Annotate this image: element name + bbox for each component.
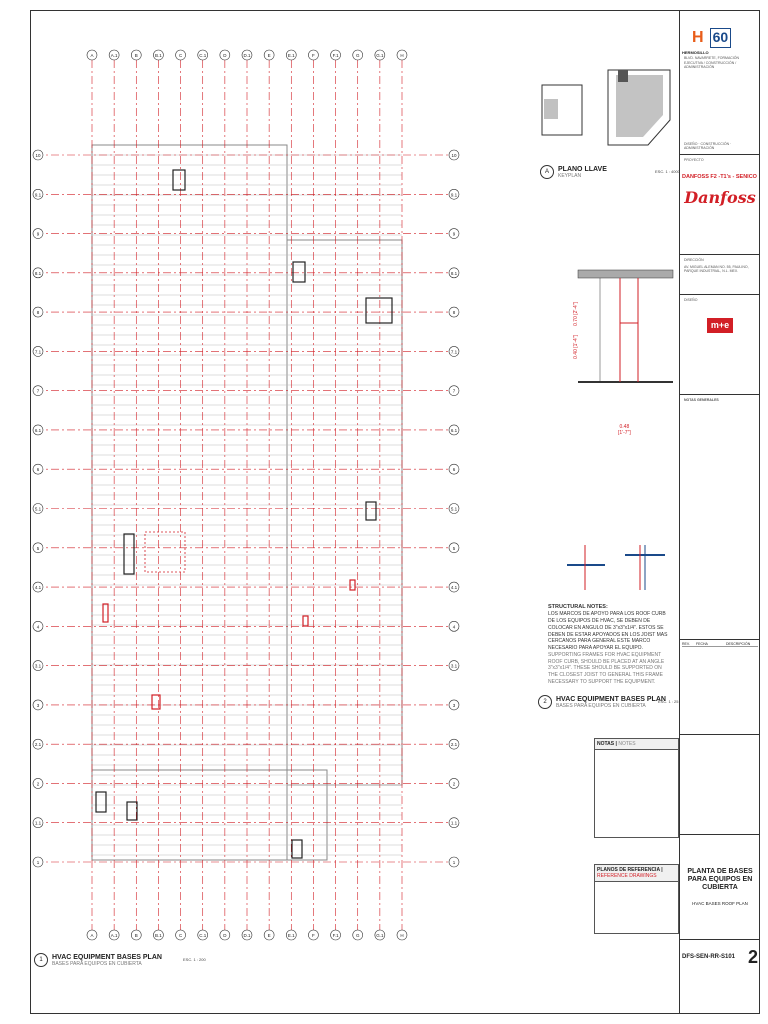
grid-row-label: 5.1	[34, 506, 42, 512]
title-block	[680, 10, 760, 1014]
grid-row-label: 10	[35, 153, 41, 158]
grid-column-label: H	[400, 933, 404, 938]
grid-row-label: 6	[452, 467, 456, 473]
grid-column-label: E	[267, 53, 271, 58]
sixty-logo-icon: 60	[710, 28, 732, 48]
detail-plan-scale: ESC. 1 : 25	[658, 699, 679, 704]
grid-row-label: 3	[452, 702, 456, 708]
grid-column-label: B.1	[155, 933, 162, 938]
equipment-outline-dashed	[145, 532, 185, 572]
grid-row-label: 1	[36, 860, 40, 865]
grid-column-label: E.1	[287, 933, 295, 938]
general-notes-title: NOTAS GENERALES	[684, 398, 719, 402]
detail-plan-title	[538, 695, 666, 709]
grid-row-label: 4	[452, 624, 456, 630]
detail-section-drawing	[570, 265, 680, 445]
roof-outline-left	[92, 145, 287, 860]
structural-notes-title: STRUCTURAL NOTES:	[548, 604, 608, 610]
grid-row-label: 8	[36, 310, 40, 316]
equipment-base-3	[366, 298, 392, 323]
grid-column-label: G	[355, 933, 360, 938]
grid-row-label: 9	[36, 231, 40, 237]
grid-row-label: 1	[452, 860, 456, 865]
reference-box-header: PLANOS DE REFERENCIA | REFERENCE DRAWINGS	[595, 865, 678, 882]
grid-rows	[33, 150, 460, 867]
grid-row-label: 9.1	[450, 192, 458, 198]
grid-row-label: 2	[36, 781, 40, 787]
hidden-equipment	[145, 532, 185, 572]
detail-plan-number: 2	[538, 695, 552, 709]
grid-row-label: 3.1	[450, 663, 458, 669]
grid-row-label: 2.1	[34, 742, 42, 748]
key-plan-number: A	[540, 165, 554, 179]
grid-column-label: G	[355, 53, 360, 58]
project-label: PROYECTO	[684, 158, 704, 162]
grid-column-label: E	[267, 933, 271, 938]
dimension-d3: 0.48 [1'-7"]	[618, 424, 631, 436]
grid-column-label: C.1	[199, 53, 207, 58]
grid-row-label: 7.1	[450, 349, 458, 355]
key-plan-name: PLANO LLAVE	[558, 165, 607, 173]
tb-sheet-title	[680, 835, 760, 940]
date-label: FECHA	[696, 642, 708, 646]
grid-row-label: 3	[36, 702, 40, 708]
sheet-title-es: PLANTA DE BASES PARA EQUIPOS EN CUBIERTA	[687, 867, 753, 892]
grid-row-label: 9	[452, 231, 456, 237]
grid-row-label: 8	[452, 310, 456, 316]
consultant-label: DISEÑO	[684, 298, 698, 302]
grid-row-label: 6	[36, 467, 40, 473]
equipment-base-5	[124, 534, 134, 574]
grid-column-label: B.1	[155, 53, 162, 58]
tb-project	[680, 155, 760, 255]
grid-row-label: 4.1	[34, 585, 42, 591]
grid-row-label: 2.1	[450, 742, 458, 748]
grid-row-label: 5.1	[450, 506, 458, 512]
main-plan-scale: ESC. 1 : 200	[183, 957, 206, 962]
dimension-d1: 0.70 [2'-4"]	[573, 302, 579, 326]
grid-row-label: 5	[452, 545, 456, 551]
grid-row-label: 7	[452, 388, 456, 394]
consultant-logo-icon: m+e	[707, 318, 733, 333]
direccion-label: DIRECCIÓN	[684, 258, 704, 262]
grid-column-label: F	[312, 933, 315, 938]
grid-row-label: 4	[36, 624, 40, 630]
grid-column-label: A	[90, 933, 94, 938]
key-plan-title	[540, 165, 607, 179]
tb-general-notes	[680, 395, 760, 640]
notes-box	[594, 738, 679, 838]
grid-row-label: 1.1	[450, 820, 458, 826]
dimension-d2: 0.40 [1'-4"]	[573, 335, 579, 359]
grid-column-label: F.1	[332, 933, 339, 938]
grid-column-label: H	[400, 53, 404, 58]
grid-column-label: B	[134, 53, 138, 58]
key-plan-scale: ESC. 1 : 4000	[655, 169, 680, 174]
equipment-base-11	[303, 616, 308, 626]
reference-drawings-box	[594, 864, 679, 934]
sheet-title-en: HVAC BASES ROOF PLAN	[692, 900, 748, 906]
grid-row-label: 3.1	[34, 663, 42, 669]
roof-outline-right	[287, 240, 402, 785]
notes-box-header: NOTAS | NOTES	[595, 739, 678, 750]
main-plan-subtitle: BASES PARA EQUIPOS EN CUBIERTA	[52, 960, 142, 967]
grid-column-label: B	[134, 933, 138, 938]
key-plan-drawing	[538, 65, 678, 155]
grid-row-label: 2	[452, 781, 456, 787]
connection-details-drawing	[565, 540, 675, 600]
equipment-base-4	[366, 502, 376, 520]
grid-row-label: 9.1	[34, 192, 42, 198]
project-name: DANFOSS F2 -T1's - SENICO	[682, 173, 757, 180]
grid-row-label: 10	[451, 153, 457, 158]
grid-column-label: D	[223, 53, 227, 58]
tb-company	[680, 10, 760, 155]
grid-column-label: G.1	[376, 53, 384, 58]
grid-row-label: 7.1	[34, 349, 42, 355]
grid-column-label: F	[312, 53, 315, 58]
grid-column-label: C	[178, 933, 183, 938]
grid-column-label: A	[90, 53, 94, 58]
grid-column-label: A.1	[110, 933, 118, 938]
company-tagline: DISEÑO · CONSTRUCCIÓN · ADMINISTRACIÓN	[684, 141, 732, 151]
main-plan-name: HVAC EQUIPMENT BASES PLAN	[52, 953, 162, 961]
equipment-base-9	[292, 840, 302, 858]
tb-revisions	[680, 640, 760, 735]
equipment-base-6	[152, 695, 160, 709]
structural-notes	[548, 604, 673, 686]
grid-row-label: 6.1	[450, 427, 458, 433]
sheet-revision: 2	[747, 947, 758, 967]
grid-column-label: G.1	[376, 933, 384, 938]
grid-column-label: C.1	[199, 933, 207, 938]
detail-plan-subtitle: BASES PARA EQUIPOS EN CUBIERTA	[556, 702, 646, 709]
grid-column-label: D	[223, 933, 227, 938]
main-plan-number: 1	[34, 953, 48, 967]
key-plan-subtitle: KEYPLAN	[558, 172, 582, 179]
structural-notes-es: LOS MARCOS DE APOYO PARA LOS ROOF CURB DE LOS EQUIPOS DE HVAC, SE DEBEN DE COLOCAR EN ANGULO DE 3"x3"x1/4". ESTOS SE DEBEN DE ESTAR APOYADOS EN LOS JOIST MAS CERCANOS PARA GENERAL ESTE MARCO NECESARIO PARA APOYAR EL EQUIPO.	[548, 611, 668, 652]
rev-label: REV.	[682, 642, 690, 646]
equipment-base-8	[127, 802, 137, 820]
company-name: HERMOSILLO	[682, 50, 709, 55]
equipment-base-1	[173, 170, 185, 190]
grid-row-label: 5	[36, 545, 40, 551]
tb-address	[680, 255, 760, 295]
grid-column-label: D.1	[243, 53, 251, 58]
main-plan-title	[34, 953, 162, 967]
grid-column-label: A.1	[110, 53, 118, 58]
grid-column-label: F.1	[332, 53, 339, 58]
tb-consultant	[680, 295, 760, 395]
grid-row-label: 8.1	[450, 270, 458, 276]
company-address: BLVD. NAVARRETE, FORMACIÓN EJECUTIVA / CONSTRUCCIÓN / ADMINISTRACIÓN	[684, 56, 740, 70]
grid-row-label: 6.1	[34, 427, 42, 433]
hvac-bases-plan-drawing	[30, 10, 680, 1014]
hermosillo-logo-icon: H	[692, 29, 704, 46]
grid-column-label: C	[178, 53, 183, 58]
direccion-value: AV. MIGUEL ALEMAN NO. 55, PAULINO, PARQUE INDUSTRIAL, N.L. MEX.	[684, 264, 749, 274]
tb-meta	[680, 735, 760, 835]
sheet-number: DFS-SEN-RR-S101	[682, 953, 736, 960]
description-label: DESCRIPCIÓN	[726, 642, 751, 646]
grid-column-label: E.1	[287, 53, 295, 58]
tb-sheet-number	[680, 940, 760, 975]
grid-row-label: 4.1	[450, 585, 458, 591]
grid-row-label: 8.1	[34, 270, 42, 276]
equipment-base-10	[103, 604, 108, 622]
structural-notes-en: SUPPORTING FRAMES FOR HVAC EQUIPMENT ROOF CURB, SHOULD BE PLACED AT AN ANGLE 3"x3"x1/4". THESE SHOULD BE SUPPORTED ON THE CLOSEST JOIST TO GENERAL THIS FRAME NECESSARY TO SUPPORT THE EQUIPMENT.	[548, 651, 665, 685]
danfoss-logo-icon: Danfoss	[684, 188, 756, 208]
grid-row-label: 1.1	[34, 820, 42, 826]
grid-row-label: 7	[36, 388, 40, 394]
grid-column-label: D.1	[243, 933, 251, 938]
detail-plan-name: HVAC EQUIPMENT BASES PLAN	[556, 695, 666, 703]
